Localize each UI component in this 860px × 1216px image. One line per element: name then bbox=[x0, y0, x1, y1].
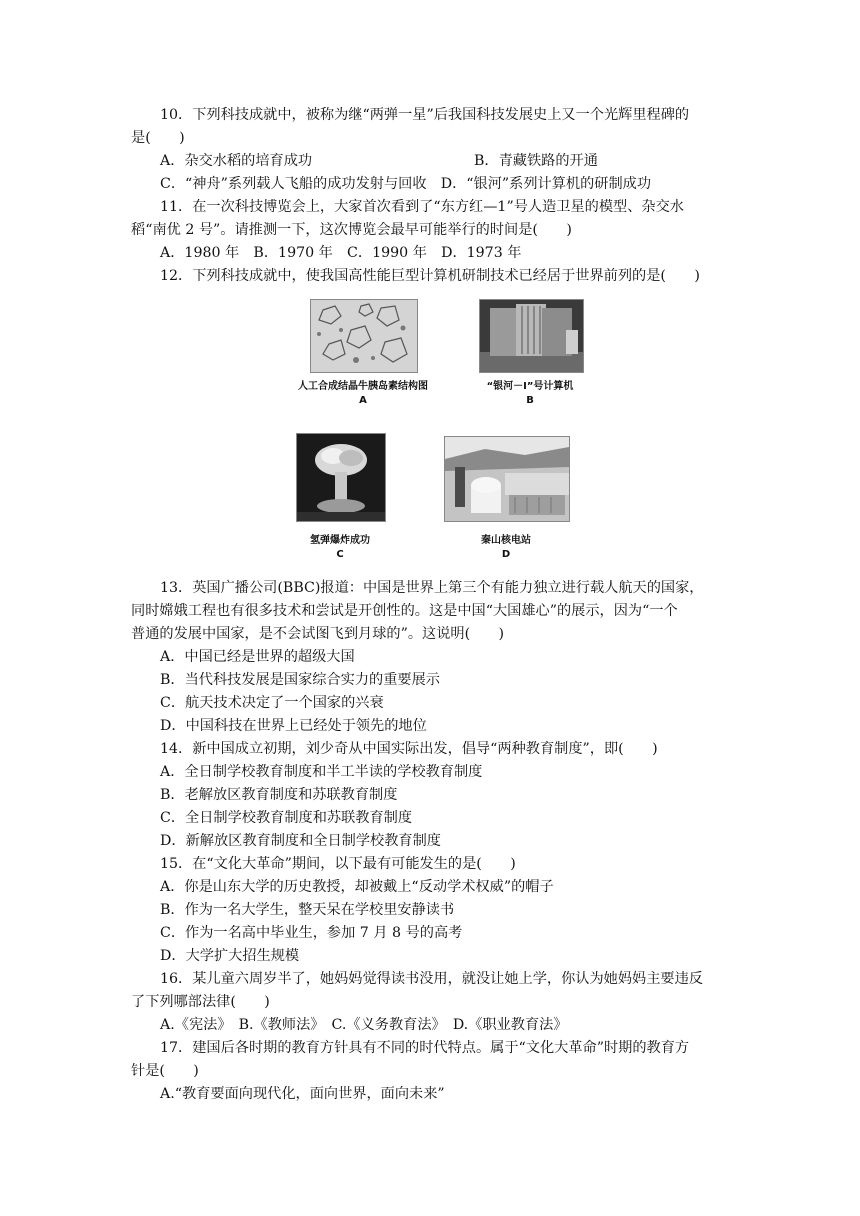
q15-option-b: B．作为一名大学生，整天呆在学校里安静读书 bbox=[160, 902, 455, 918]
fig-a-caption: 人工合成结晶牛胰岛素结构图 bbox=[298, 381, 428, 392]
fig-d-caption: 秦山核电站 bbox=[481, 535, 531, 546]
q15-option-a: A．你是山东大学的历史教授，却被戴上“反动学术权威”的帽子 bbox=[160, 879, 554, 895]
fig-c-letter: C bbox=[336, 549, 344, 560]
fig-b-letter: B bbox=[526, 395, 534, 406]
fig-c-caption: 氢弹爆炸成功 bbox=[310, 535, 370, 546]
q13-option-b: B．当代科技发展是国家综合实力的重要展示 bbox=[160, 672, 440, 688]
q13-stem-line1: 13．英国广播公司(BBC)报道：中国是世界上第三个有能力独立进行载人航天的国家， bbox=[160, 580, 704, 596]
q14-option-b: B．老解放区教育制度和苏联教育制度 bbox=[160, 787, 398, 803]
fig-b-caption: “银河－Ⅰ”号计算机 bbox=[486, 381, 574, 392]
q10-option-cd: C．“神舟”系列载人飞船的成功发射与回收 D．“银河”系列计算机的研制成功 bbox=[160, 176, 652, 192]
q13-option-c: C．航天技术决定了一个国家的兴衰 bbox=[160, 695, 384, 711]
q15-option-d: D．大学扩大招生规模 bbox=[160, 948, 300, 964]
q11-stem-line2: 稻“南优 2 号”。请推测一下，这次博览会最早可能举行的时间是( ) bbox=[131, 222, 572, 238]
q15-option-c: C．作为一名高中毕业生，参加 7 月 8 号的高考 bbox=[160, 925, 463, 941]
q14-option-c: C．全日制学校教育制度和苏联教育制度 bbox=[160, 810, 413, 826]
fig-d-letter: D bbox=[501, 549, 511, 560]
q17-option-a: A.“教育要面向现代化，面向世界，面向未来” bbox=[160, 1086, 445, 1102]
q11-options: A．1980 年 B．1970 年 C．1990 年 D．1973 年 bbox=[160, 245, 522, 261]
q14-option-a: A．全日制学校教育制度和半工半读的学校教育制度 bbox=[160, 764, 483, 780]
qinshan-nuclear-plant-photo bbox=[444, 436, 570, 522]
yinhe-computer-photo bbox=[479, 299, 584, 373]
q14-option-d: D．新解放区教育制度和全日制学校教育制度 bbox=[160, 833, 441, 849]
q13-option-a: A．中国已经是世界的超级大国 bbox=[160, 649, 355, 665]
q13-stem-line2: 同时嫦娥工程也有很多技术和尝试是开创性的。这是中国“大国雄心”的展示，因为“一个 bbox=[131, 603, 678, 619]
q15-stem-line1: 15．在“文化大革命”期间，以下最有可能发生的是( ) bbox=[160, 856, 516, 872]
q10-option-b: B．青藏铁路的开通 bbox=[474, 153, 598, 169]
q17-stem-line1: 17．建国后各时期的教育方针具有不同的时代特点。属于“文化大革命”时期的教育方 bbox=[160, 1040, 690, 1056]
q11-stem-line1: 11．在一次科技博览会上，大家首次看到了“东方红—1”号人造卫星的模型、杂交水 bbox=[160, 199, 684, 215]
q10-stem-line2: 是( ) bbox=[131, 130, 185, 146]
hydrogen-bomb-photo bbox=[296, 433, 386, 522]
q13-option-d: D．中国科技在世界上已经处于领先的地位 bbox=[160, 718, 427, 734]
insulin-crystal-photo bbox=[310, 299, 418, 373]
q17-stem-line2: 针是( ) bbox=[131, 1063, 199, 1079]
q16-stem-line2: 了下列哪部法律( ) bbox=[131, 994, 270, 1010]
fig-a-letter: A bbox=[359, 395, 367, 406]
q16-options: A.《宪法》 B.《教师法》 C.《义务教育法》 D.《职业教育法》 bbox=[160, 1017, 568, 1033]
q13-stem-line3: 普通的发展中国家，是不会试图飞到月球的”。这说明( ) bbox=[131, 626, 505, 642]
q16-stem-line1: 16．某儿童六周岁半了，她妈妈觉得读书没用，就没让她上学，你认为她妈妈主要违反 bbox=[160, 971, 703, 987]
q10-option-a: A．杂交水稻的培育成功 bbox=[160, 153, 313, 169]
q12-stem-line1: 12．下列科技成就中，使我国高性能巨型计算机研制技术已经居于世界前列的是( ) bbox=[160, 268, 700, 284]
q14-stem-line1: 14．新中国成立初期，刘少奇从中国实际出发，倡导“两种教育制度”，即( ) bbox=[160, 741, 658, 757]
q10-stem-line1: 10．下列科技成就中，被称为继“两弹一星”后我国科技发展史上又一个光辉里程碑的 bbox=[160, 107, 690, 123]
